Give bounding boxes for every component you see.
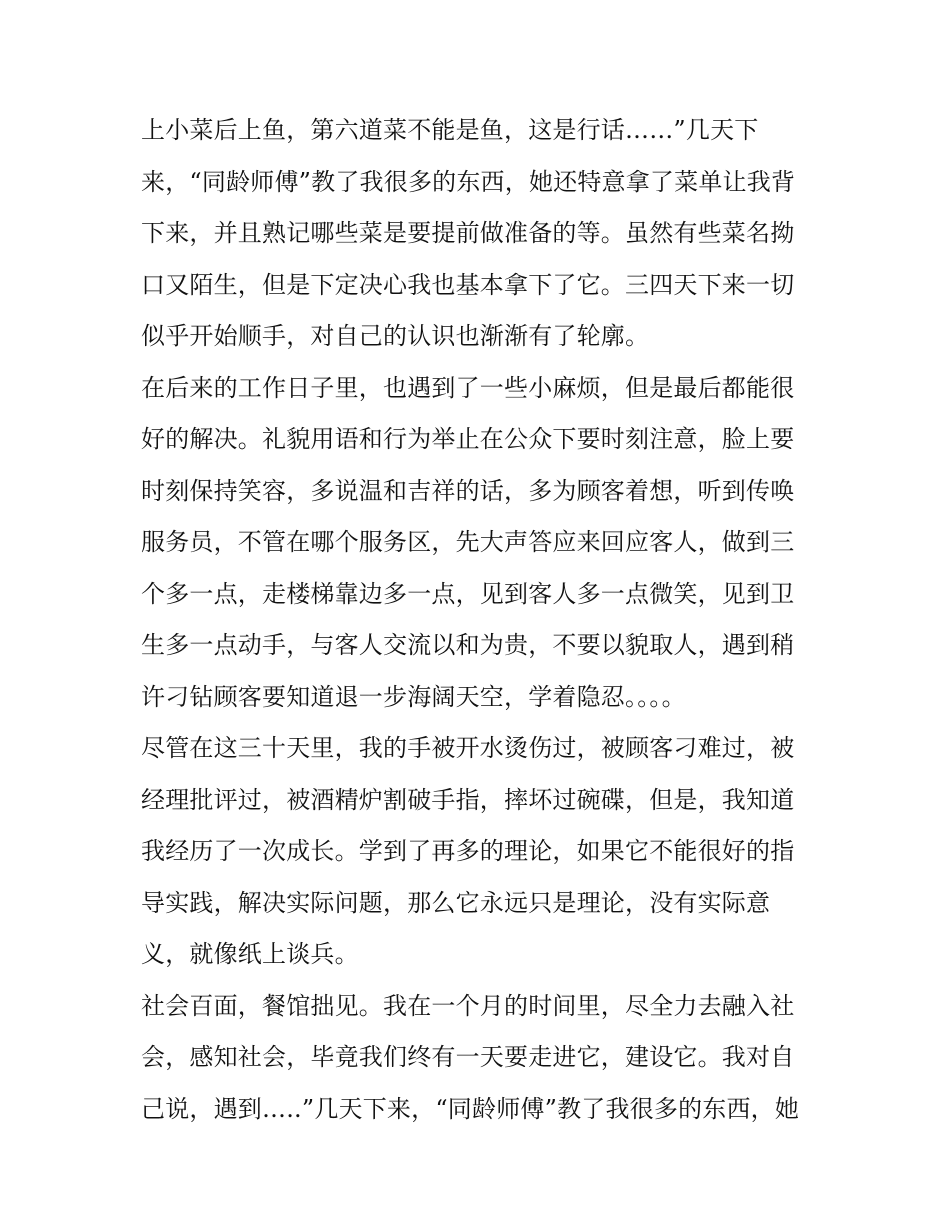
text-line: 会，感知社会，毕竟我们终有一天要走进它，建设它。我对自	[141, 1043, 795, 1071]
text-line: 经理批评过，被酒精炉割破手指，摔坏过碗碟，但是，我知道	[141, 785, 795, 814]
text-line: 社会百面，餐馆拙见。我在一个月的时间里，尽全力去融入社	[141, 991, 795, 1020]
text-line: 下来，并且熟记哪些菜是要提前做准备的等。虽然有些菜名拗	[141, 219, 795, 247]
text-line: 好的解决。礼貌用语和行为举止在公众下要时刻注意，脸上要	[141, 425, 795, 453]
text-line: 许刁钻顾客要知道退一步海阔天空，学着隐忍。。。。	[141, 682, 686, 711]
text-line: 尽管在这三十天里，我的手被开水烫伤过，被顾客刁难过，被	[141, 734, 795, 762]
text-line: 个多一点，走楼梯靠边多一点，见到客人多一点微笑，见到卫	[141, 579, 795, 608]
text-line: 时刻保持笑容，多说温和吉祥的话，多为顾客着想，听到传唤	[141, 476, 795, 505]
body-text	[141, 110, 841, 1140]
text-line: 己说，遇到…..”几天下来，“同龄师傅”教了我很多的东西，她	[141, 1094, 800, 1123]
text-line: 生多一点动手，与客人交流以和为贵，不要以貌取人，遇到稍	[141, 631, 795, 659]
text-line: 服务员，不管在哪个服务区，先大声答应来回应客人，做到三	[141, 528, 795, 556]
text-line: 义，就像纸上谈兵。	[141, 940, 359, 968]
text-line: 导实践，解决实际问题，那么它永远只是理论，没有实际意	[141, 888, 771, 917]
text-line: 口又陌生，但是下定决心我也基本拿下了它。三四天下来一切	[141, 270, 795, 299]
text-line: 来，“同龄师傅”教了我很多的东西，她还特意拿了菜单让我背	[141, 167, 796, 196]
text-line: 在后来的工作日子里，也遇到了一些小麻烦，但是最后都能很	[141, 373, 795, 402]
text-line: 我经历了一次成长。学到了再多的理论，如果它不能很好的指	[141, 837, 795, 865]
text-line: 似乎开始顺手，对自己的认识也渐渐有了轮廓。	[141, 322, 650, 350]
text-line: 上小菜后上鱼，第六道菜不能是鱼，这是行话……”几天下	[141, 116, 759, 144]
